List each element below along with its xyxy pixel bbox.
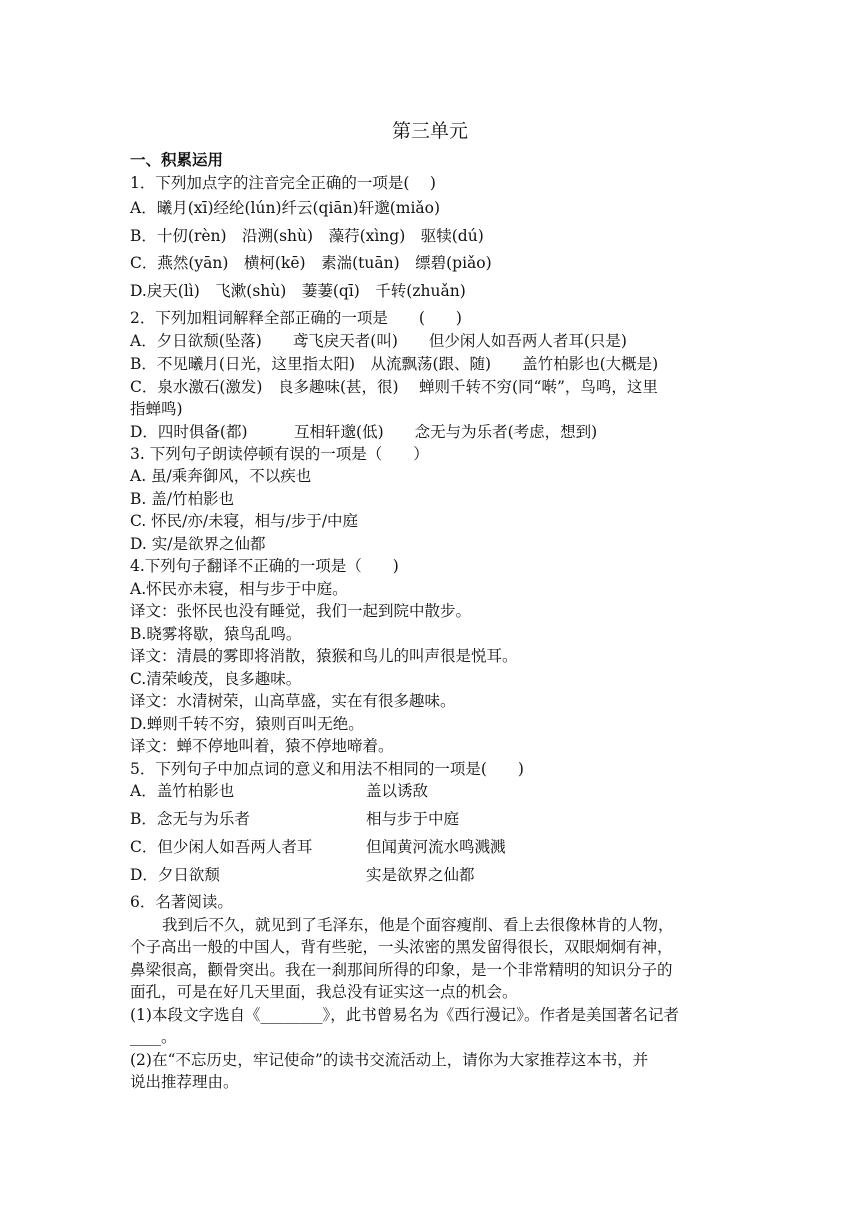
q4-translation-c: 译文：水清树荣，山高草盛，实在有很多趣味。 [130,692,456,710]
q6-sub1: (1)本段文字选自《________》，此书曾易名为《西行漫记》。作者是美国著名记者 [130,1006,679,1024]
section-heading: 一、积累运用 [130,150,224,169]
q5-option-b-right: 相与步于中庭 [366,810,460,828]
q1-option-d: D.戾天(lì) 飞漱(shù) 萋萋(qī) 千转(zhuǎn) [130,282,466,300]
q5-option-b-left: B．念无与为乐者 [130,810,250,828]
q2-option-d: D．四时俱备(都) 互相轩邈(低) 念无与为乐者(考虑，想到) [130,423,598,441]
q4-option-b: B.晓雾将歇，猿鸟乱鸣。 [130,625,302,643]
q3-stem: 3. 下列句子朗读停顿有误的一项是（ ） [130,445,429,463]
q4-translation-d: 译文：蝉不停地叫着，猿不停地啼着。 [130,737,394,755]
q5-option-a-right: 盖以诱敌 [366,782,429,800]
passage-line: 面孔，可是在好几天里面，我总没有证实这一点的机会。 [130,983,518,1001]
q4-option-a: A.怀民亦未寝，相与步于中庭。 [130,580,348,598]
q3-option-d: D. 实/是欲界之仙都 [130,535,266,553]
q5-option-a-left: A．盖竹柏影也 [130,782,235,800]
q6-sub1-cont: ____。 [130,1028,177,1046]
q6-stem: 6．名著阅读。 [130,893,233,911]
q4-translation-b: 译文：清晨的雾即将消散，猿猴和鸟儿的叫声很是悦耳。 [130,647,518,665]
q5-option-d-right: 实是欲界之仙都 [366,866,475,884]
page-title: 第三单元 [391,120,468,142]
q1-option-a: A．曦月(xī)经纶(lún)纤云(qiān)轩邈(miǎo) [130,199,441,217]
q1-option-c: C．燕然(yān) 横柯(kē) 素湍(tuān) 缥碧(piǎo) [130,254,492,272]
q2-option-b: B．不见曦月(日光，这里指太阳) 从流飘荡(跟、随) 盖竹柏影也(大概是) [130,355,659,373]
q5-option-d [130,865,220,885]
q4-option-d: D.蝉则千转不穷，猿则百叫无绝。 [130,715,364,733]
passage-line: 我到后不久，就见到了毛泽东，他是个面容瘦削、看上去很像林肯的人物， [162,916,674,934]
q6-sub2-cont: 说出推荐理由。 [130,1073,239,1091]
q3-option-c: C. 怀民/亦/未寝，相与/步于/中庭 [130,512,359,530]
q5-option-c-right: 但闻黄河流水鸣溅溅 [366,838,506,856]
q3-option-a: A. 虽/乘奔御风，不以疾也 [130,467,312,485]
q2-option-c: C．泉水激石(激发) 良多趣味(甚，很) 蝉则千转不穷(同“啭”，鸟鸣，这里 [130,378,658,396]
passage-line: 个子高出一般的中国人，背有些驼，一头浓密的黑发留得很长，双眼炯炯有神， [130,938,673,956]
q5-option-c [130,837,312,857]
q4-translation-a: 译文：张怀民也没有睡觉，我们一起到院中散步。 [130,602,472,620]
passage-line: 鼻梁很高，颧骨突出。我在一刹那间所得的印象，是一个非常精明的知识分子的 [130,961,673,979]
q2-option-c-cont: 指蝉鸣) [130,400,183,418]
q2-stem: 2．下列加粗词解释全部正确的一项是 ( ) [130,309,462,327]
q5-option-b [130,809,250,829]
q1-option-b: B．十仞(rèn) 沿溯(shù) 藻荇(xìng) 驱犊(dú) [130,227,484,245]
q4-stem: 4.下列句子翻译不正确的一项是（ ) [130,557,399,575]
q2-option-a: A．夕日欲颓(坠落) 鸢飞戾天者(叫) 但少闲人如吾两人者耳(只是) [130,332,627,350]
q4-option-c: C.清荣峻茂，良多趣味。 [130,670,302,688]
q5-stem: 5．下列句子中加点词的意义和用法不相同的一项是( ) [130,760,524,778]
q6-sub2: (2)在“不忘历史，牢记使命”的读书交流活动上，请你为大家推荐这本书，并 [130,1051,649,1069]
q3-option-b: B. 盖/竹柏影也 [130,490,234,508]
q5-option-d-left: D．夕日欲颓 [130,866,220,884]
q1-stem: 1．下列加点字的注音完全正确的一项是( ) [130,174,436,192]
q5-option-c-left: C．但少闲人如吾两人者耳 [130,838,313,856]
q5-option-a [130,781,234,801]
